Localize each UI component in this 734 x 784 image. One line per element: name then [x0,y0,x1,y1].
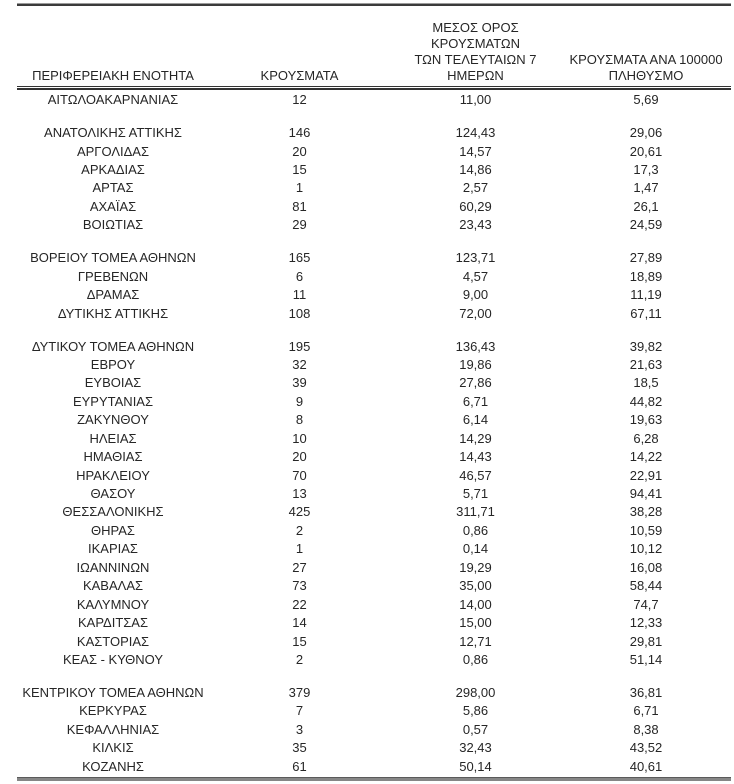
column-header-7day-average: ΜΕΣΟΣ ΟΡΟΣ ΚΡΟΥΣΜΑΤΩΝ ΤΩΝ ΤΕΛΕΥΤΑΙΩΝ 7 ΗΜΕΡΩΝ [414,20,537,83]
cell-region-name: ΚΙΛΚΙΣ [92,740,134,756]
cell-7day-average: 35,00 [459,578,492,594]
table-row [17,198,731,216]
cell-region-name: ΚΕΝΤΡΙΚΟΥ ΤΟΜΕΑ ΑΘΗΝΩΝ [22,684,204,700]
table-row [17,268,731,286]
table-row [17,448,731,466]
cell-cases-per-100k: 67,11 [630,305,662,321]
cell-7day-average: 46,57 [459,467,492,483]
cell-7day-average: 6,14 [462,412,489,428]
cell-7day-average: 19,29 [459,559,492,575]
cell-cases: 27 [292,559,307,575]
bottom-border-rule [17,777,731,781]
cell-7day-average: 9,00 [462,287,489,303]
section-gap [17,109,731,124]
cell-cases-per-100k: 58,44 [629,578,663,594]
cell-region-name: ΘΑΣΟΥ [90,486,136,502]
cell-cases-per-100k: 21,63 [629,356,663,372]
cell-region-name: ΑΡΓΟΛΙΔΑΣ [76,143,150,159]
cell-cases: 70 [292,467,307,483]
cell-cases-per-100k: 1,47 [633,180,659,196]
cell-cases: 29 [292,217,307,233]
cell-region-name: ΑΝΑΤΟΛΙΚΗΣ ΑΤΤΙΚΗΣ [44,125,182,141]
table-row [17,161,731,179]
cell-region-name: ΕΒΡΟΥ [90,356,136,372]
table-row [17,503,731,521]
cell-region-name: ΚΕΦΑΛΛΗΝΙΑΣ [66,721,160,737]
cell-cases-per-100k: 6,28 [633,430,659,446]
cell-7day-average: 14,00 [459,596,492,612]
cell-cases-per-100k: 27,89 [629,250,663,266]
cell-region-name: ΔΡΑΜΑΣ [86,287,140,303]
table-row [17,739,731,757]
cell-cases: 8 [295,412,304,428]
table-row [17,651,731,669]
table-header-row [17,20,731,86]
table-row [17,286,731,304]
cell-7day-average: 0,86 [462,651,489,667]
table-row [17,540,731,558]
cell-region-name: ΚΑΒΑΛΑΣ [82,578,144,594]
cell-cases: 15 [292,633,307,649]
cell-cases-per-100k: 20,61 [629,143,663,159]
table-row [17,684,731,702]
cell-cases-per-100k: 29,81 [629,633,663,649]
cell-cases-per-100k: 39,82 [629,338,663,354]
cell-region-name: ΕΥΒΟΙΑΣ [84,375,142,391]
cell-7day-average: 19,86 [459,356,492,372]
cell-cases: 73 [292,578,307,594]
cell-cases: 379 [288,684,311,700]
cell-7day-average: 124,43 [455,125,496,141]
cell-7day-average: 2,57 [462,180,489,196]
cell-cases-per-100k: 12,33 [629,615,663,631]
table-row [17,430,731,448]
cell-region-name: ΚΕΑΣ - ΚΥΘΝΟΥ [62,651,164,667]
cell-region-name: ΚΕΡΚΥΡΑΣ [79,703,147,719]
cell-region-name: ΙΚΑΡΙΑΣ [88,541,138,557]
cell-cases: 108 [288,305,311,321]
cell-region-name: ΒΟΡΕΙΟΥ ΤΟΜΕΑ ΑΘΗΝΩΝ [30,250,196,266]
cell-cases: 2 [295,522,304,538]
cell-cases: 14 [292,615,307,631]
table-row [17,757,731,775]
cell-cases: 146 [288,125,311,141]
cell-7day-average: 4,57 [462,268,489,284]
cell-7day-average: 32,43 [459,740,492,756]
cell-region-name: ΚΑΣΤΟΡΙΑΣ [76,633,150,649]
cell-cases-per-100k: 43,52 [629,740,663,756]
table-row [17,721,731,739]
cell-region-name: ΗΛΕΙΑΣ [89,430,137,446]
cell-cases-per-100k: 5,69 [633,92,659,108]
cell-cases-per-100k: 10,59 [629,522,663,538]
cell-cases: 12 [292,92,307,108]
cell-7day-average: 5,86 [462,703,489,719]
cell-region-name: ΑΙΤΩΛΟΑΚΑΡΝΑΝΙΑΣ [47,92,179,108]
cell-cases: 10 [292,430,307,446]
cell-7day-average: 0,57 [462,721,489,737]
cell-cases: 13 [292,486,307,502]
table-row [17,522,731,540]
cell-cases: 3 [295,721,304,737]
cell-region-name: ΘΕΣΣΑΛΟΝΙΚΗΣ [62,504,164,520]
column-header-regional-unit: ΠΕΡΙΦΕΡΕΙΑΚΗ ΕΝΟΤΗΤΑ [32,68,194,83]
cell-cases-per-100k: 18,89 [629,268,663,284]
cell-7day-average: 11,00 [459,92,492,108]
cell-region-name: ΔΥΤΙΚΗΣ ΑΤΤΙΚΗΣ [57,305,169,321]
cell-cases: 1 [295,180,304,196]
cell-cases: 1 [295,541,304,557]
cell-region-name: ΚΟΖΑΝΗΣ [82,758,144,774]
cell-7day-average: 14,57 [459,143,492,159]
table-row [17,124,731,142]
cell-7day-average: 50,14 [459,758,492,774]
cell-cases: 15 [292,162,307,178]
cell-cases-per-100k: 22,91 [629,467,663,483]
top-border-rule [17,3,731,6]
cell-7day-average: 27,86 [459,375,492,391]
cell-cases-per-100k: 44,82 [629,393,663,409]
table-row [17,249,731,267]
cell-region-name: ΑΡΤΑΣ [92,180,134,196]
section-gap [17,669,731,684]
table-row [17,393,731,411]
cell-cases: 39 [292,375,307,391]
cell-region-name: ΔΥΤΙΚΟΥ ΤΟΜΕΑ ΑΘΗΝΩΝ [31,338,195,354]
cell-region-name: ΚΑΛΥΜΝΟΥ [76,596,150,612]
cell-cases: 425 [288,504,311,520]
cell-cases: 32 [292,356,307,372]
cell-region-name: ΘΗΡΑΣ [91,522,135,538]
cell-cases-per-100k: 24,59 [629,217,663,233]
cell-cases-per-100k: 26,1 [633,198,659,214]
cell-7day-average: 6,71 [462,393,489,409]
cell-cases-per-100k: 29,06 [629,125,663,141]
cell-cases: 6 [295,268,304,284]
cell-cases-per-100k: 19,63 [629,412,663,428]
cell-cases-per-100k: 10,12 [629,541,663,557]
cell-cases-per-100k: 8,38 [633,721,659,737]
section-gap [17,323,731,338]
cell-7day-average: 298,00 [455,684,496,700]
cell-cases: 20 [292,143,307,159]
table-row [17,179,731,197]
cell-7day-average: 0,14 [462,541,489,557]
table-row [17,577,731,595]
cell-7day-average: 15,00 [459,615,492,631]
cell-cases-per-100k: 74,7 [633,596,659,612]
cell-region-name: ΗΜΑΘΙΑΣ [83,449,143,465]
cell-7day-average: 14,86 [459,162,492,178]
table-row [17,374,731,392]
table-row [17,632,731,650]
cell-cases: 2 [295,651,304,667]
cell-region-name: ΖΑΚΥΝΘΟΥ [77,412,149,428]
cell-cases-per-100k: 36,81 [629,684,663,700]
cell-cases: 81 [292,198,307,214]
table-row [17,466,731,484]
table-row [17,702,731,720]
cell-7day-average: 0,86 [462,522,489,538]
cell-cases: 20 [292,449,307,465]
cell-7day-average: 14,43 [459,449,492,465]
cell-region-name: ΓΡΕΒΕΝΩΝ [77,268,149,284]
column-header-cases-per-100k: ΚΡΟΥΣΜΑΤΑ ΑΝΑ 100000 ΠΛΗΘΥΣΜΟ [569,52,723,83]
cell-cases: 35 [292,740,307,756]
cell-cases: 22 [292,596,307,612]
cell-region-name: ΒΟΙΩΤΙΑΣ [82,217,144,233]
cell-cases-per-100k: 14,22 [629,449,663,465]
table-row [17,559,731,577]
cell-cases: 165 [288,250,311,266]
cell-7day-average: 60,29 [459,198,492,214]
cell-cases: 195 [288,338,311,354]
cell-7day-average: 23,43 [459,217,492,233]
cell-7day-average: 311,71 [456,504,495,520]
table-row [17,216,731,234]
cell-cases-per-100k: 16,08 [629,559,663,575]
table-body [17,90,731,776]
regional-cases-table [17,20,731,781]
section-gap [17,235,731,250]
cell-cases-per-100k: 17,3 [633,162,659,178]
cell-region-name: ΙΩΑΝΝΙΝΩΝ [76,559,150,575]
table-row [17,485,731,503]
cell-cases-per-100k: 94,41 [629,486,663,502]
cell-region-name: ΕΥΡΥΤΑΝΙΑΣ [72,393,154,409]
cell-7day-average: 14,29 [459,430,492,446]
cell-region-name: ΑΧΑΪΑΣ [89,198,137,214]
cell-region-name: ΑΡΚΑΔΙΑΣ [81,162,145,178]
cell-7day-average: 5,71 [462,486,489,502]
cell-cases-per-100k: 38,28 [629,504,663,520]
cell-cases-per-100k: 40,61 [629,758,663,774]
table-row [17,142,731,160]
cell-7day-average: 12,71 [459,633,492,649]
table-row [17,411,731,429]
cell-region-name: ΚΑΡΔΙΤΣΑΣ [77,615,149,631]
cell-7day-average: 123,71 [455,250,496,266]
cell-cases-per-100k: 6,71 [633,703,659,719]
cell-cases-per-100k: 51,14 [629,651,663,667]
cell-cases: 9 [295,393,304,409]
table-row [17,304,731,322]
cell-cases: 11 [292,287,307,303]
cell-7day-average: 136,43 [455,338,496,354]
table-row [17,337,731,355]
cell-cases-per-100k: 18,5 [633,375,659,391]
cell-cases: 61 [292,758,307,774]
table-row [17,614,731,632]
column-header-cases: ΚΡΟΥΣΜΑΤΑ [260,68,339,83]
cell-region-name: ΗΡΑΚΛΕΙΟΥ [76,467,150,483]
cell-cases-per-100k: 11,19 [630,287,662,303]
table-row [17,595,731,613]
table-row [17,356,731,374]
table-row [17,91,731,109]
cell-cases: 7 [295,703,304,719]
cell-7day-average: 72,00 [459,305,492,321]
